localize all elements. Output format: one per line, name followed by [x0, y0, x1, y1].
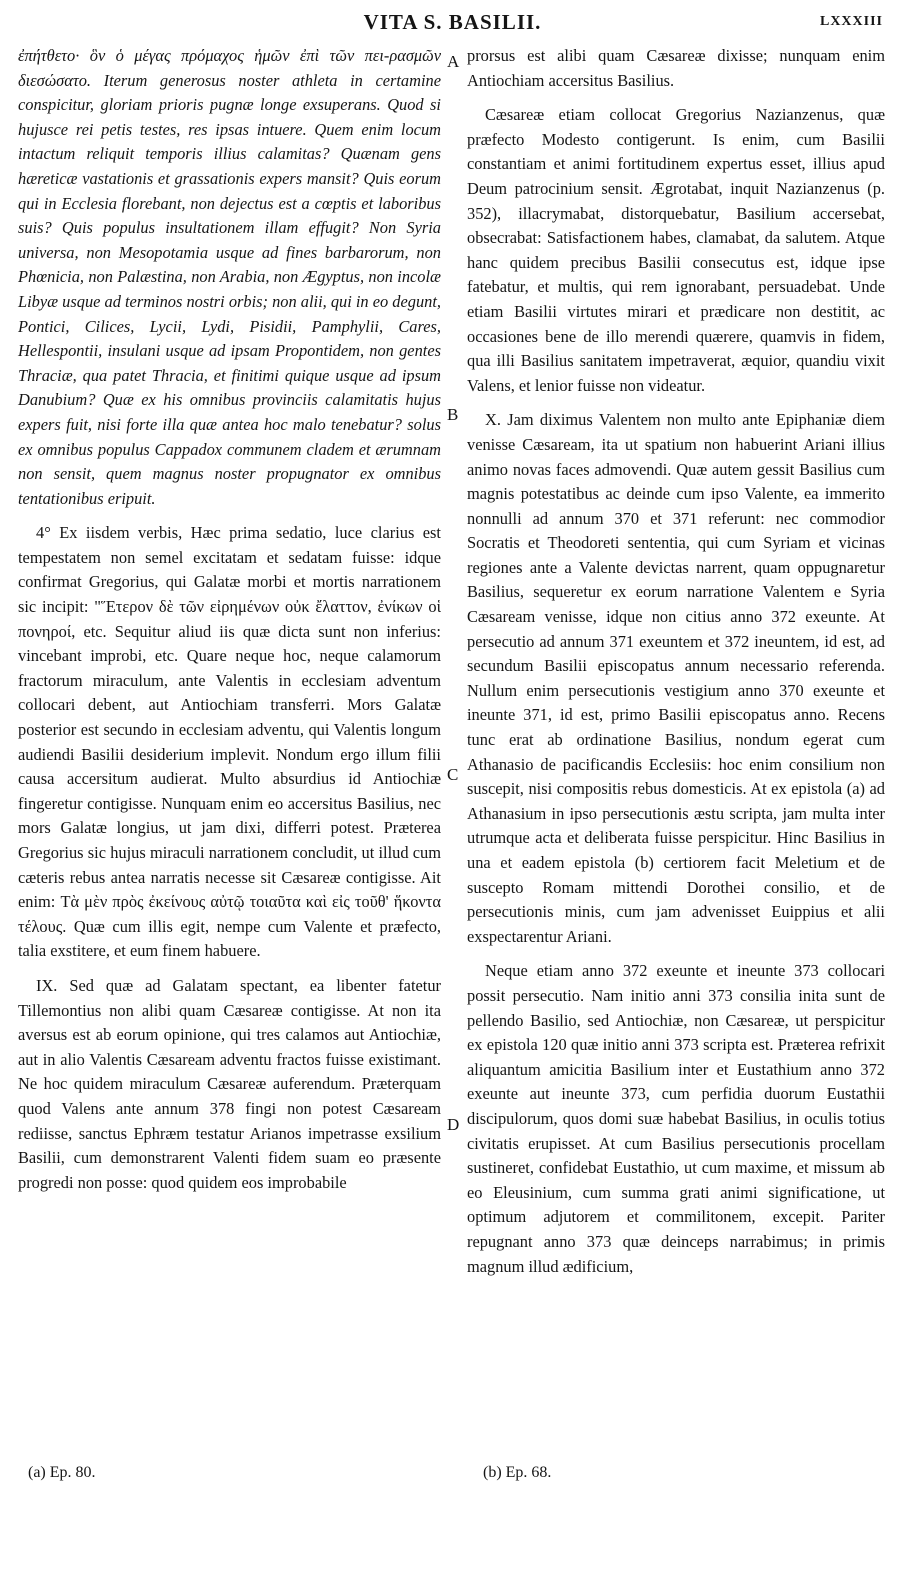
- footnote-b: (b) Ep. 68.: [483, 1464, 552, 1481]
- margin-marker-b: B: [447, 405, 459, 424]
- paragraph-section-4: 4° Ex iisdem verbis, Hæc prima sedatio, luce clarius est tempestatem non semel excitatam et sedatam fuisse: idque confirmat Gregorius, qui Galatæ morbi et mortis narrationem sic incipit: "Ἕτερον δὲ τῶν εἰρημένων οὐκ ἔλαττον, ἐνίκων οἱ πονηροί, etc. Sequitur aliud iis quæ dicta sunt non inferius: vincebant improbi, etc. Quare neque hoc, neque calamorum fractorum miraculum, ante Valentis in ecclesiam adventum collocari debent, aut Antiochiam transferri. Mors Galatæ posterior est secundo in ecclesiam adventu, qui Valentis longum audiendi Basilii desiderium implevit. Nondum ergo illum filii causa accersitum audierat. Multo absurdius id Antiochiæ fingeretur contigisse. Nunquam enim eo accersitus Basilius, nec mors Galatæ longius, ut jam dixi, differri potest. Præterea Gregorius sic hujus miraculi narrationem concludit, ut illud cum cæteris rebus antea narratis necesse sit Cæsareæ contigisse. Ait enim: Τὰ μὲν πρὸς ἐκείνους αὐτῷ τοιαῦτα καὶ εἰς τοῦθ' ἥκοντα τέλους. Quæ cum illis egit, nempe cum Valente et præfecto, talia exstitere, et eum finem habuere.: [18, 523, 441, 961]
- paragraph-anno-372: Neque etiam anno 372 exeunte et ineunte 373 collocari possit persecutio. Nam initio anni 373 consilia inita sunt de pellendo Basilio, sed Antiochiæ, non Cæsareæ, ut perspicitur ex epistola 120 quæ initio anni 373 scripta est. Præterea refrixit aliquantum amicitia Basilium inter et Eustathium anno 372 exeunte aut ineunte 373, cum perfidia duorum Eustathii discipulorum, quos domi suæ habebat Basilius, in oculis totius civitatis erupisset. At cum Basilius persecutionis procellam sustineret, confidebat Eustathio, ut cum maxime, et missum ab eo Eleusinium, cum summa grati animi significatione, ut optimum adjutorem et commilitonem, excepit. Pariter repugnant anno 373 quæ deinceps narrabimus; in primis magnum illud ædificium,: [467, 961, 885, 1276]
- right-column: [467, 44, 885, 1279]
- page-header: [0, 10, 905, 40]
- paragraph-right-continuation: prorsus est alibi quam Cæsareæ dixisse; nunquam enim Antiochiam accersitus Basilius.: [467, 46, 885, 90]
- running-title: VITA S. BASILII.: [363, 10, 542, 34]
- paragraph-section-ix: IX. Sed quæ ad Galatam spectant, ea libenter fatetur Tillemontius non alibi quam Cæsareæ contigisse. At non ita aversus est ab eorum opinione, qui tres calamos aut Antiochiæ, aut in alio Valentis Cæsaream adventu fractos fuisse existimant. Ne hoc quidem miraculum Cæsareæ auferendum. Præterquam quod Valens ante annum 378 fingi non potest Cæsaream rediisse, sanctus Ephræm testatur Arianos impetrasse exsilium Basilii, cum demonstrarent Valenti fidem suam eo præsente progredi non posse: quod quidem eos improbabile: [18, 975, 441, 1192]
- margin-marker-c: C: [447, 765, 459, 784]
- left-column: [18, 44, 441, 1195]
- paragraph-modestus: Cæsareæ etiam collocat Gregorius Nazianzenus, quæ præfecto Modesto contigerunt. Is enim, cum Basilii constantiam et animi fortitudinem expertus esset, illius apud Deum patrocinium sensit. Ægrotabat, inquit Nazianzenus (p. 352), illacrymabat, distorquebatur, Basilium accersebat, obsecrabat: Satisfactionem habes, clamabat, da salutem. Atque hanc quidem precibus Basilii consecutus est, idque ipse fatebatur, et multis, qui rem ignorabant, persuadebat. Unde etiam Basilii virtutes mirari et prædicare non destitit, ac occasiones bene de illo merendi quærere, quamvis in fidem, qua illi Basilius sanitatem impetraverat, æquior, quandiu vixit Valens, et lenior fuisse non videatur.: [467, 105, 885, 395]
- paragraph-greek-quotation-translation: ἐπήτθετο· ὃν ὁ μέγας πρόμαχος ἡμῶν ἐπὶ τῶν πει-ρασμῶν διεσώσατο. Iterum generosus noster athleta in certamine conspicitur, gloriam prioris pugnæ longe exsuperans. Quod si hujusce rei petis testes, res ipsas intuere. Quem enim locum intactum reliquit temporis illius calamitas? Quænam gens hæreticæ vastationis et grassationis expers mansit? Quis eorum qui in Ecclesia florebant, non dejectus est a cœptis et laboribus suis? Quis populus insultationem illam effugit? Non Syria universa, non Mesopotamia usque ad fines barbarorum, non Phœnicia, non Palæstina, non Arabia, non Ægyptus, non incolæ Libyæ usque ad terminos nostri orbis; non alii, qui in eo degunt, Pontici, Cilices, Lycii, Lydi, Pisidii, Pamphylii, Cares, Hellespontii, insulani usque ad ipsam Propontidem, non gentes Thraciæ, qua patet Thracia, et finitimi quique usque ad ipsum Danubium? Quæ ex his omnibus provinciis calamitatis hujus expers fuit, nisi forte illa quæ antea hoc malo tenebatur? solus ex omnibus populus Cappadox communem cladem et ærumnam non sensit, quem magnus noster propugnator ex omnibus tentationibus eripuit.: [18, 46, 441, 508]
- margin-marker-a: A: [447, 52, 460, 71]
- footnote-a: (a) Ep. 80.: [28, 1464, 96, 1481]
- paragraph-section-x: X. Jam diximus Valentem non multo ante Epiphaniæ diem venisse Cæsaream, ita ut spatium non habuerint Ariani illius animo novas faces admovendi. Quæ autem gessit Basilius cum magnis potestatibus ac deinde cum ipso Valente, ea immerito nonnulli ad annum 370 et 371 referunt: nec commodior Socratis et Theodoreti sententia, qui cum Syriam et vicinas regiones ante a Valente devictas narrent, quam oppugnaretur Basilius, sequeretur ex eorum narratione Valentem e Syria Cæsaream venisse, idque non citius anno 372 exeunte. At persecutio ad annum 371 exeuntem et 372 ineuntem, id est, ad secundum Basilii episcopatus annum necessario referenda. Nullum enim persecutionis vestigium anno 370 exeunte et ineunte 371, id est, primo Basilii episcopatus anno. Recens tunc erat ab ordinatione Basilius, nondum egerat cum Athanasio de pacificandis Ecclesiis: hoc enim consilium non suscepit, nisi compositis rebus domesticis. At ex epistola (a) ad Athanasium in ipso persecutionis æstu scripta, jam multa inter utrumque acta et deliberata fuisse perspicitur. Hinc Basilius in una et eadem epistola (b) certiorem facit Meletium et de suscepto Romam mittendi Dorothei consilio, et de persecutionis minis, cum jam advenisset Euippius et alii exspectarentur Ariani.: [467, 410, 885, 946]
- page-number: LXXXIII: [819, 14, 883, 29]
- margin-marker-d: D: [447, 1115, 460, 1134]
